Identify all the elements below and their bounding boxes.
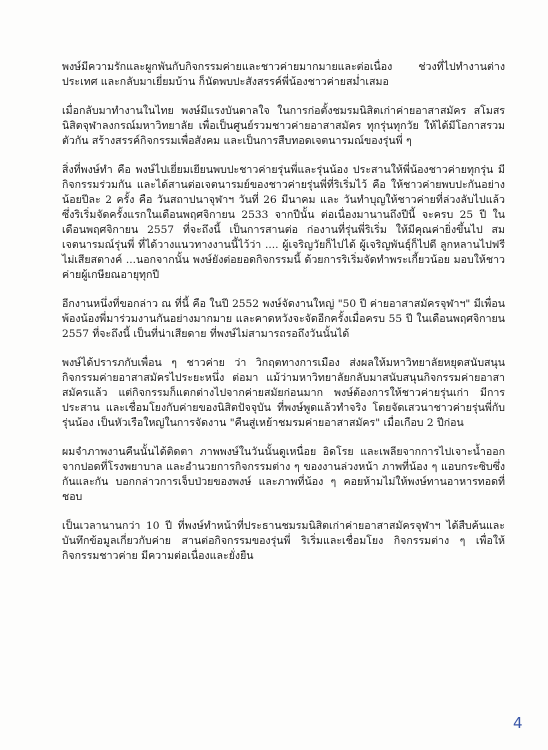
paragraph-1: พงษ์มีความรักและผูกพันกับกิจกรรมค่ายและชาวค่ายมากมายและต่อเนื่อง ช่วงที่ไปทำงานต่างประเทศ และกลับมาเยี่ยมบ้าน ก็นัดพบปะสังสรรค์พี่น้องชาวค่ายสม่ำเสมอ	[62, 61, 505, 88]
document-body	[62, 60, 505, 578]
page-number: 4	[513, 714, 523, 732]
paragraph-3: สิ่งที่พงษ์ทำ คือ พงษ์ไปเยี่ยมเยียนพบปะชาวค่ายรุ่นพี่และรุ่นน้อง ประสานให้พี่น้องชาวค่ายทุกรุ่น มีกิจกรรมร่วมกัน และได้สานต่อเจตนารมย์ของชาวค่ายรุ่นพี่ที่ริเริ่มไว้ คือ ให้ชาวค่ายพบปะกันอย่างน้อยปีละ 2 ครั้ง คือ วันสถาปนาจุฬาฯ วันที่ 26 มีนาคม และ วันทำบุญให้ชาวค่ายที่ล่วงลับไปแล้ว ซึ่งริเริ่มจัดครั้งแรกในเดือนพฤศจิกายน 2533 จากปีนั้น ต่อเนื่องมานานถึงปีนี้ จะครบ 25 ปี ในเดือนพฤศจิกายน 2557 ที่จะถึงนี้ เป็นการสานต่อ ก่องานที่รุ่นพี่ริเริ่ม ให้มีคุณค่ายิ่งขึ้นไป สมเจตนารมณ์รุ่นพี่ ที่ได้วางแนวทางงานนี้ไว้ว่า .... ผู้เจริญวัยก็ไปได้ ผู้เจริญพันธุ์ก็ไปดี ลูกหลานไปฟรีไม่เสียสตางค์ ...นอกจากนั้น พงษ์ยังต่อยอดกิจกรรมนี้ ด้วยการริเริ่มจัดทำพระเกี้ยวน้อย มอบให้ชาวค่ายผู้เกษียณอายุทุกปี	[62, 164, 505, 281]
paragraph-4: อีกงานหนึ่งที่ขอกล่าว ณ ที่นี้ คือ ในปี 2552 พงษ์จัดงานใหญ่ "50 ปี ค่ายอาสาสมัครจุฬาฯ" มีเพื่อนพ้องน้องพี่มาร่วมงานกันอย่างมากมาย และคาดหวังจะจัดอีกครั้งเมื่อครบ 55 ปี ในเดือนพฤศจิกายน 2557 ที่จะถึงนี้ เป็นที่น่าเสียดาย ที่พงษ์ไม่สามารถรอถึงวันนั้นได้	[62, 298, 505, 340]
paragraph-7: เป็นเวลานานกว่า 10 ปี ที่พงษ์ทำหน้าที่ประธานชมรมนิสิตเก่าค่ายอาสาสมัครจุฬาฯ ได้สืบค้นและบันทึกข้อมูลเกี่ยวกับค่าย สานต่อกิจกรรมของรุ่นพี่ ริเริ่มและเชื่อมโยง กิจกรรมต่าง ๆ เพื่อให้กิจกรรมชาวค่าย มีความต่อเนื่องและยั่งยืน	[62, 520, 505, 562]
paragraph-2: เมื่อกลับมาทำงานในไทย พงษ์มีแรงบันดาลใจ ในการก่อตั้งชมรมนิสิตเก่าค่ายอาสาสมัคร สโมสรนิสิตจุฬาลงกรณ์มหาวิทยาลัย เพื่อเป็นศูนย์รวมชาวค่ายอาสาสมัคร ทุกรุ่นทุกวัย ให้ได้มีโอกาสรวมตัวกัน สร้างสรรค์กิจกรรมเพื่อสังคม และเป็นการสืบทอดเจตนารมณ์ของรุ่นพี่ ๆ	[62, 105, 505, 147]
paragraph-5: พงษ์ได้ปรารภกับเพื่อน ๆ ชาวค่าย ว่า วิกฤตทางการเมือง ส่งผลให้มหาวิทยาลัยหยุดสนับสนุนกิจกรรมค่ายอาสาสมัครไประยะหนึ่ง ต่อมา แม้ว่ามหาวิทยาลัยกลับมาสนับสนุนกิจกรรมค่ายอาสาสมัครแล้ว แต่กิจกรรมก็แตกต่างไปจากค่ายสมัยก่อนมาก พงษ์ต้องการให้ชาวค่ายรุ่นเก่า มีการประสาน และเชื่อมโยงกับค่ายของนิสิตปัจจุบัน ที่พงษ์พูดแล้วทำจริง โดยจัดเสวนาชาวค่ายรุ่นพี่กับรุ่นน้อง เป็นหัวเรือใหญ่ในการจัดงาน "คืนสู่เหย้าชมรมค่ายอาสาสมัคร" เมื่อเกือบ 2 ปีก่อน	[62, 357, 505, 429]
paragraph-6: ผมจำภาพงานคืนนั้นได้ติดตา ภาพพงษ์ในวันนั้นดูเหนื่อย อิดโรย และเพลียจากการไปเจาะน้ำออกจากปอดที่โรงพยาบาล และอำนวยการกิจกรรมต่าง ๆ ของงานล่วงหน้า ภาพที่น้อง ๆ แอบกระซิบซึ่งกันและกัน บอกกล่าวการเจ็บป่วยของพงษ์ และภาพที่น้อง ๆ คอยห้ามไม่ให้พงษ์ทานอาหารทอดที่ชอบ	[62, 446, 505, 503]
